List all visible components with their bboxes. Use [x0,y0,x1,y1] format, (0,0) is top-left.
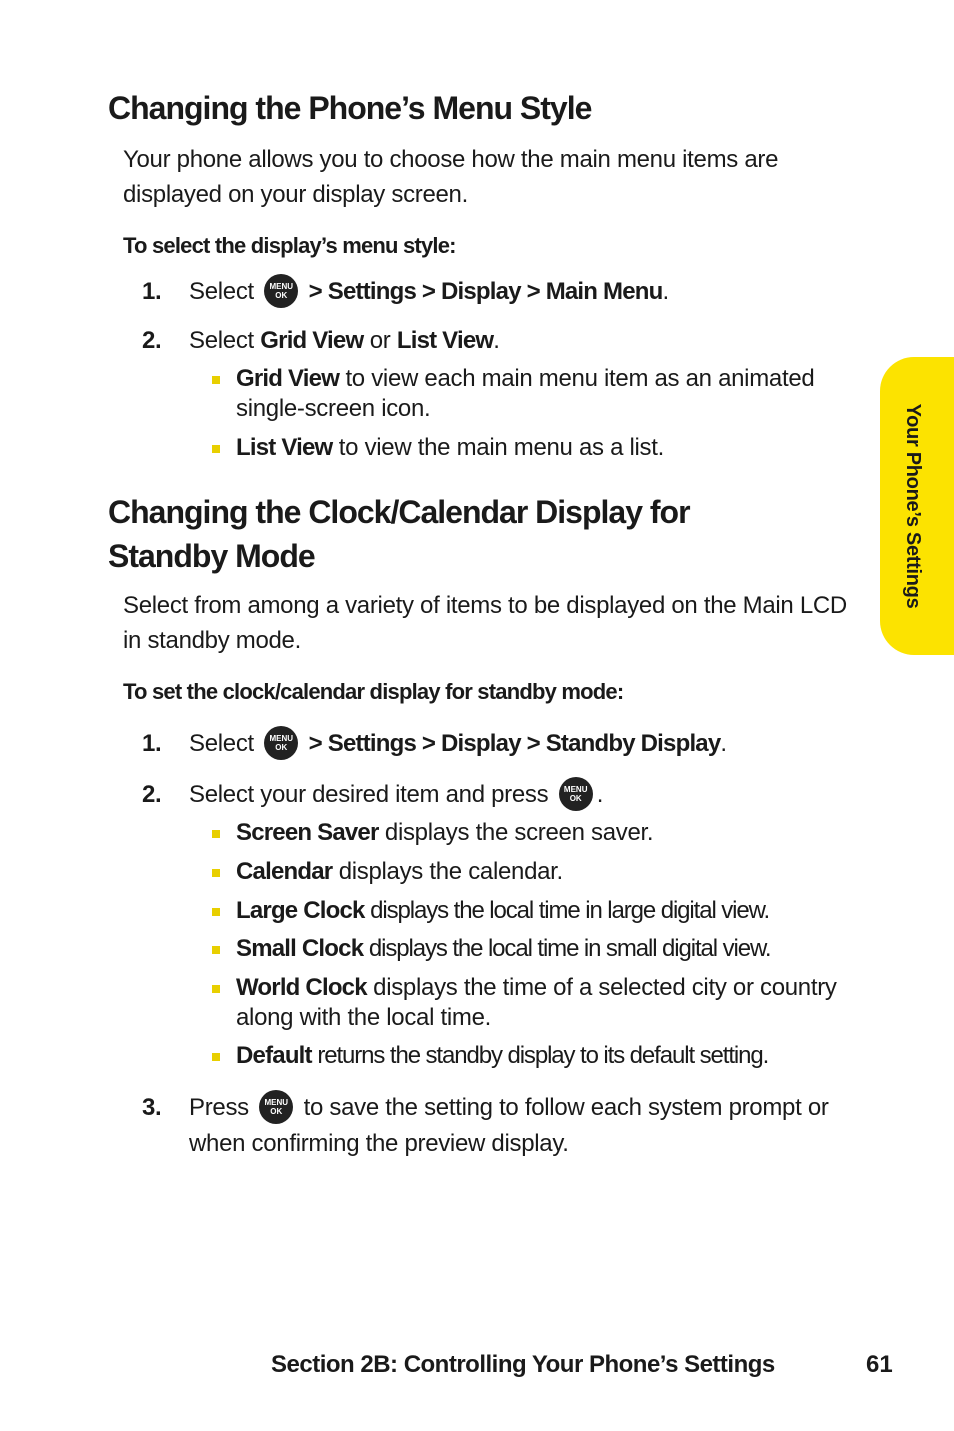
bullet-marker [212,376,220,384]
menu-ok-key-icon: MENU OK [259,1090,293,1124]
bullet-marker [212,908,220,916]
menu-path: > Settings > Display > Standby Display [308,730,721,757]
option-list-view: List View [396,327,494,354]
bullet-marker [212,985,220,993]
step-text: Select [189,278,254,305]
bullet-marker [212,1053,220,1061]
step-text: Press [189,1094,249,1121]
menu-ok-key-icon: MENU OK [264,274,298,308]
step-text-rest: to save the setting to follow each system prompt or when confirming the preview display. [189,1094,829,1157]
menu-path: > Settings > Display > Main Menu [308,278,663,305]
section-title-clock-calendar: Changing the Clock/Calendar Display for Standby Mode [108,494,690,574]
section-body-menu-style: Your phone allows you to choose how the main menu items are displayed on your display screen. [123,146,779,208]
footer-section-title: Section 2B: Controlling Your Phone’s Settings [271,1351,775,1378]
step-number: 3. [142,1094,162,1121]
step-number: 2. [142,781,162,808]
page-number: 61 [866,1351,893,1378]
step-text: Select [189,327,254,354]
section-body-clock-calendar: Select from among a variety of items to be displayed on the Main LCD in standby mode. [123,592,847,654]
step-number: 1. [142,278,162,305]
menu-ok-key-icon: MENU OK [559,777,593,811]
step-number: 1. [142,730,162,757]
menu-ok-key-icon: MENU OK [264,726,298,760]
side-tab-label: Your Phone’s Settings [902,403,924,609]
step-text: Select [189,730,254,757]
option-grid-view: Grid View [260,327,364,354]
bullet-marker [212,830,220,838]
step-number: 2. [142,327,162,354]
procedure-intro-clock-calendar: To set the clock/calendar display for standby mode: [123,679,624,704]
step-text: Select your desired item and press [189,781,549,808]
section-title-menu-style: Changing the Phone’s Menu Style [108,90,592,126]
bullet-marker [212,445,220,453]
bullet-marker [212,946,220,954]
bullet-marker [212,869,220,877]
procedure-intro-menu-style: To select the display’s menu style: [123,233,456,258]
